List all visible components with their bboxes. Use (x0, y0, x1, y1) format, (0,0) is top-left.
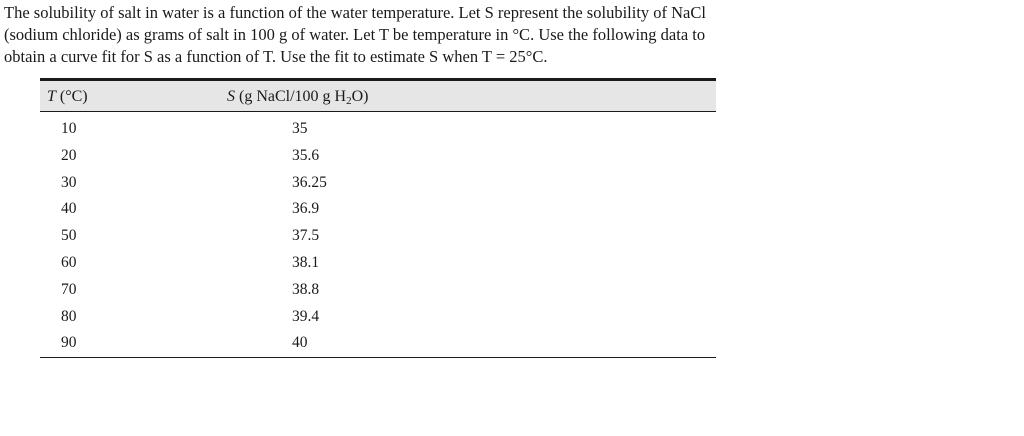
table-row (40, 250, 716, 277)
table-header (40, 81, 716, 112)
cell-solubility: 39.4 (292, 307, 320, 325)
header-t-unit: (°C) (55, 88, 88, 105)
table-row (40, 170, 716, 197)
header-temperature (47, 88, 88, 106)
problem-line-3-text: obtain a curve fit for S as a function of T. Use the fit to estimate S when T = 25°C. (4, 47, 548, 66)
problem-line-2-text: (sodium chloride) as grams of salt in 100 g of water. Let T be temperature in °C. Use the following data to (4, 25, 706, 44)
cell-temperature: 10 (61, 120, 77, 137)
cell-temperature: 40 (61, 200, 77, 218)
header-s-unit-sub: 2 (346, 95, 352, 107)
problem-line-2 (4, 24, 724, 46)
cell-temperature: 20 (61, 146, 77, 164)
problem-line-1 (4, 2, 724, 24)
cell-temperature: 30 (61, 173, 77, 191)
cell-temperature: 50 (61, 227, 77, 245)
cell-temperature: 80 (61, 307, 77, 325)
solubility-table (40, 78, 716, 358)
header-t-symbol: T (47, 88, 56, 105)
cell-temperature: 60 (61, 253, 77, 271)
header-solubility (227, 88, 369, 106)
table-row (40, 330, 716, 357)
cell-solubility: 35 (292, 120, 308, 137)
cell-solubility: 40 (292, 334, 308, 352)
table-row (40, 304, 716, 331)
table-row (40, 277, 716, 304)
table-row (40, 116, 716, 143)
cell-solubility: 37.5 (292, 227, 320, 245)
table-bottom-rule (40, 357, 716, 358)
problem-statement (4, 2, 724, 68)
cell-solubility: 35.6 (292, 146, 320, 164)
cell-solubility: 36.9 (292, 200, 320, 218)
table-row (40, 143, 716, 170)
header-s-unit-a: (g NaCl/100 g H (235, 88, 347, 105)
cell-solubility: 38.8 (292, 280, 320, 298)
header-s-symbol: S (227, 88, 235, 105)
cell-solubility: 38.1 (292, 253, 320, 271)
table-row (40, 223, 716, 250)
cell-temperature: 90 (61, 334, 77, 352)
problem-line-3 (4, 46, 724, 68)
table-body (40, 112, 716, 357)
problem-line-1-text: The solubility of salt in water is a function of the water temperature. Let S represent the solubility of NaCl (4, 3, 706, 22)
table-row (40, 196, 716, 223)
cell-solubility: 36.25 (292, 173, 327, 191)
header-s-unit-b: O) (351, 88, 369, 105)
cell-temperature: 70 (61, 280, 77, 298)
